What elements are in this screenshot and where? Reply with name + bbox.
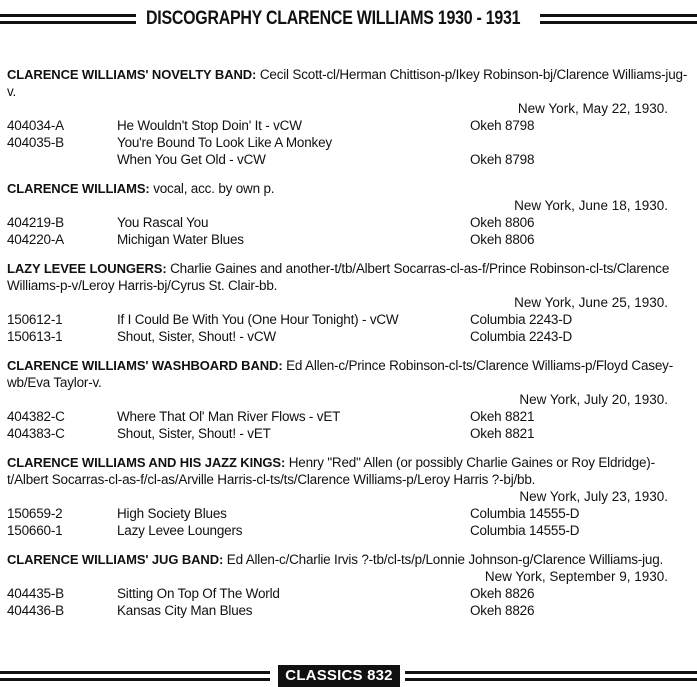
- band-name: CLARENCE WILLIAMS' JUG BAND:: [7, 552, 224, 567]
- record-row: [7, 505, 691, 522]
- session-personnel: [7, 551, 691, 568]
- record-row: [7, 408, 691, 425]
- recording-place-date: New York, July 20, 1930.: [519, 392, 668, 407]
- record-label: Okeh 8806: [470, 232, 535, 247]
- song-title: You Rascal You: [117, 215, 209, 230]
- matrix-number: 150659-2: [7, 506, 63, 521]
- matrix-number: 150660-1: [7, 523, 63, 538]
- record-row: [7, 602, 691, 619]
- page-title: DISCOGRAPHY CLARENCE WILLIAMS 1930 - 1931: [146, 8, 521, 29]
- session-entry: [7, 180, 691, 248]
- song-title: When You Get Old - vCW: [117, 152, 266, 167]
- record-row: [7, 311, 691, 328]
- personnel-text: Cecil Scott-cl/Herman Chittison-p/Ikey Robinson-bj/Clarence Williams-jug-v.: [7, 67, 688, 99]
- record-row: [7, 117, 691, 134]
- personnel-text: vocal, acc. by own p.: [149, 181, 275, 196]
- record-label: Okeh 8826: [470, 603, 535, 618]
- session-personnel: [7, 357, 691, 391]
- matrix-number: 404035-B: [7, 135, 64, 150]
- song-title: Shout, Sister, Shout! - vCW: [117, 329, 276, 344]
- matrix-number: 404436-B: [7, 603, 64, 618]
- record-label: Columbia 14555-D: [470, 523, 580, 538]
- session-personnel: [7, 66, 691, 100]
- session-personnel: [7, 454, 691, 488]
- record-label: Okeh 8798: [470, 118, 535, 133]
- page-footer: [0, 665, 697, 687]
- song-title: Lazy Levee Loungers: [117, 523, 243, 538]
- matrix-number: 150613-1: [7, 329, 63, 344]
- record-label: Columbia 2243-D: [470, 312, 573, 327]
- session-personnel: [7, 180, 691, 197]
- record-label: Columbia 2243-D: [470, 329, 573, 344]
- song-title: Michigan Water Blues: [117, 232, 244, 247]
- song-title: Kansas City Man Blues: [117, 603, 253, 618]
- recording-place-date: New York, June 18, 1930.: [514, 198, 668, 213]
- recording-place-date: New York, September 9, 1930.: [484, 569, 668, 584]
- record-row: [7, 231, 691, 248]
- record-row: [7, 425, 691, 442]
- footer-rule-right: [405, 671, 697, 681]
- record-label: Okeh 8821: [470, 409, 535, 424]
- song-title: High Society Blues: [117, 506, 227, 521]
- recording-place-date: New York, May 22, 1930.: [517, 101, 668, 116]
- personnel-text: Ed Allen-c/Prince Robinson-cl-ts/Clarence Williams-p/Floyd Casey-wb/Eva Taylor-v.: [7, 358, 673, 390]
- record-row: [7, 328, 691, 345]
- song-title: You're Bound To Look Like A Monkey: [117, 135, 332, 150]
- header-rule-right: [540, 14, 697, 24]
- catalog-badge: CLASSICS 832: [278, 665, 400, 687]
- matrix-number: 404383-C: [7, 426, 65, 441]
- record-label: Okeh 8826: [470, 586, 535, 601]
- song-title: If I Could Be With You (One Hour Tonight) - vCW: [117, 312, 399, 327]
- matrix-number: 404219-B: [7, 215, 64, 230]
- record-row: [7, 134, 691, 151]
- record-label: Okeh 8821: [470, 426, 535, 441]
- song-title: He Wouldn't Stop Doin' It - vCW: [117, 118, 302, 133]
- record-row: [7, 522, 691, 539]
- band-name: CLARENCE WILLIAMS:: [7, 181, 150, 196]
- session-entry: [7, 66, 691, 168]
- session-entry: [7, 260, 691, 345]
- record-row: [7, 151, 691, 168]
- record-row: [7, 585, 691, 602]
- record-row: [7, 214, 691, 231]
- recording-place-date: New York, June 25, 1930.: [514, 295, 668, 310]
- song-title: Sitting On Top Of The World: [117, 586, 280, 601]
- personnel-text: Charlie Gaines and another-t/tb/Albert Socarras-cl-as-f/Prince Robinson-cl-ts/Clarence Williams-p-v/Leroy Harris-bj/Cyrus St. Clair-bb.: [7, 261, 670, 293]
- record-label: Okeh 8798: [470, 152, 535, 167]
- header-rule-left: [0, 14, 136, 24]
- band-name: LAZY LEVEE LOUNGERS:: [7, 261, 167, 276]
- record-label: Okeh 8806: [470, 215, 535, 230]
- band-name: CLARENCE WILLIAMS' NOVELTY BAND:: [7, 67, 257, 82]
- matrix-number: 150612-1: [7, 312, 63, 327]
- matrix-number: 404435-B: [7, 586, 64, 601]
- song-title: Where That Ol' Man River Flows - vET: [117, 409, 341, 424]
- matrix-number: 404034-A: [7, 118, 64, 133]
- session-entry: [7, 454, 691, 539]
- session-entry: [7, 357, 691, 442]
- session-entry: [7, 551, 691, 619]
- matrix-number: 404382-C: [7, 409, 65, 424]
- band-name: CLARENCE WILLIAMS' WASHBOARD BAND:: [7, 358, 283, 373]
- matrix-number: 404220-A: [7, 232, 64, 247]
- band-name: CLARENCE WILLIAMS AND HIS JAZZ KINGS:: [7, 455, 286, 470]
- personnel-text: Henry "Red" Allen (or possibly Charlie Gaines or Roy Eldridge)-t/Albert Socarras-cl-as-f/cl-as/Arville Harris-cl-ts/ts/Clarence Williams-p/Leroy Harris ?-bj/bb.: [7, 455, 655, 487]
- personnel-text: Ed Allen-c/Charlie Irvis ?-tb/cl-ts/p/Lonnie Johnson-g/Clarence Williams-jug.: [223, 552, 664, 567]
- discography-list: [7, 66, 691, 631]
- record-label: Columbia 14555-D: [470, 506, 580, 521]
- page-header: [0, 6, 697, 34]
- matrix-number: [7, 151, 117, 168]
- recording-place-date: New York, July 23, 1930.: [519, 489, 668, 504]
- song-title: Shout, Sister, Shout! - vET: [117, 426, 271, 441]
- session-personnel: [7, 260, 691, 294]
- footer-rule-left: [0, 671, 270, 681]
